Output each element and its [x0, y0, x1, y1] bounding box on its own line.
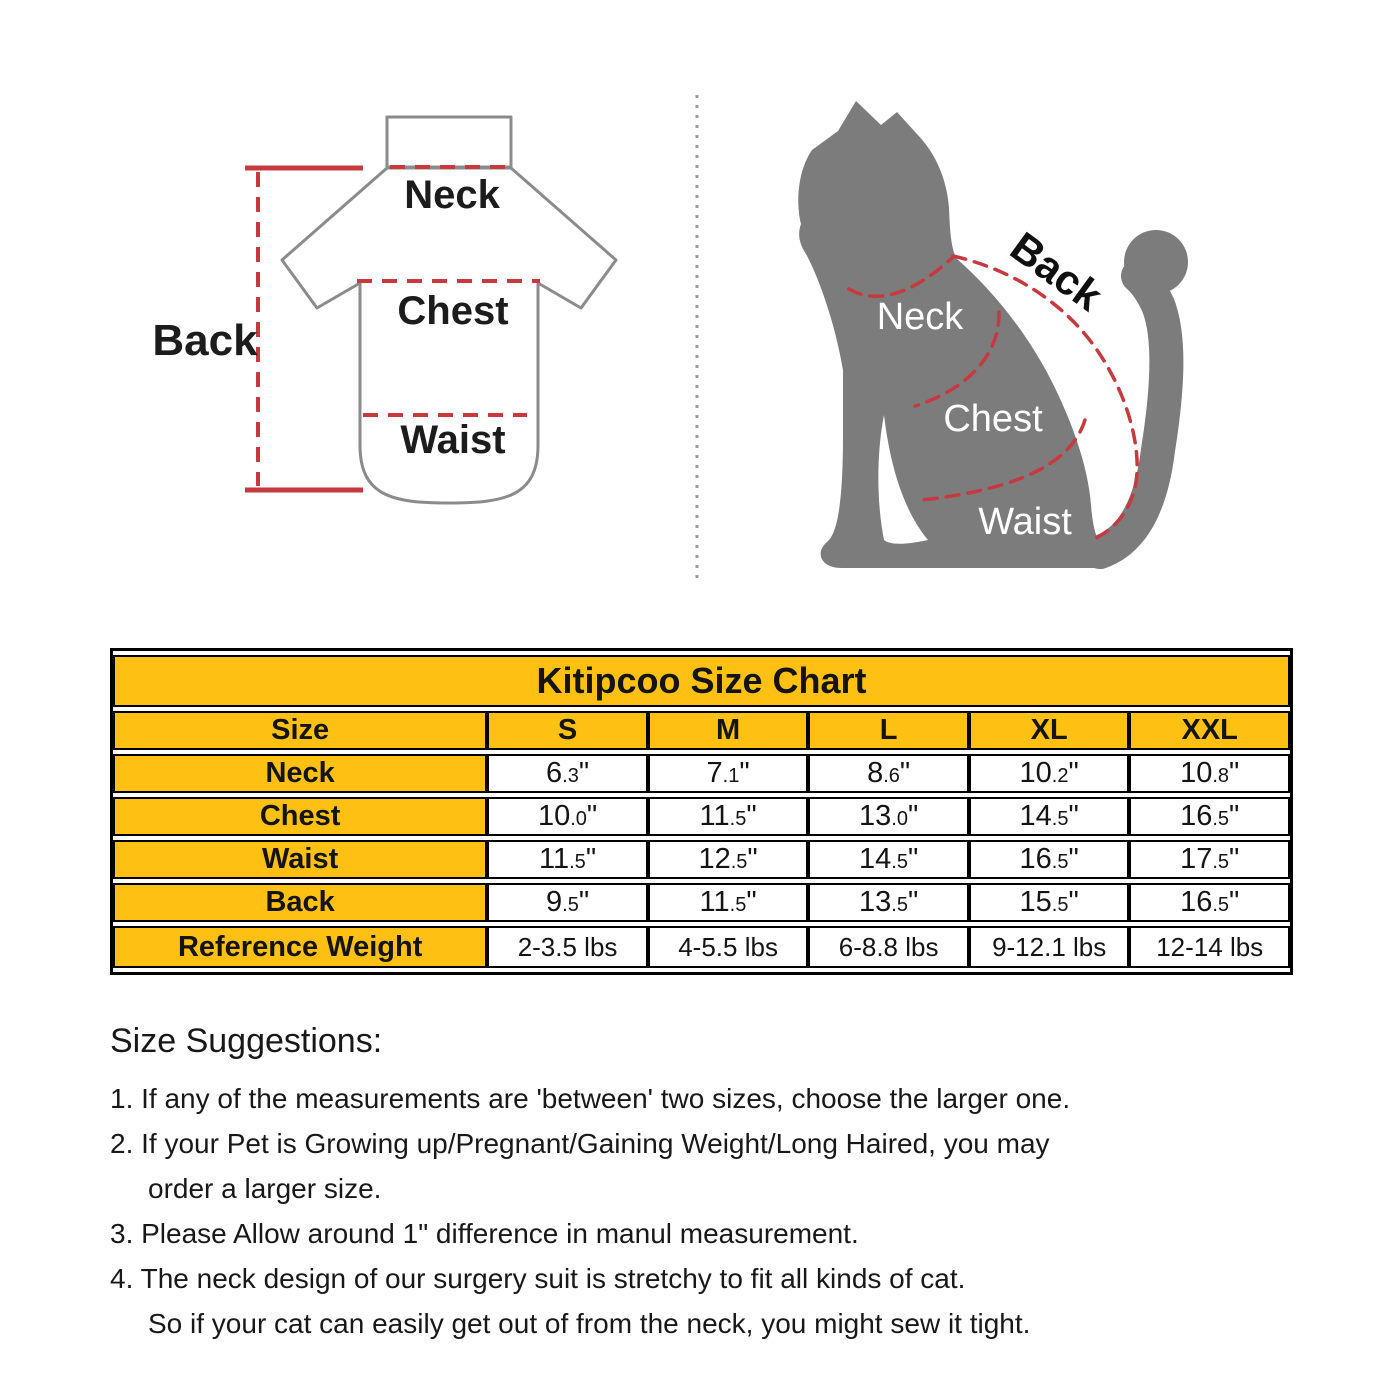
table-cell: 17.5": [1129, 840, 1290, 879]
table-cell: 8.6": [808, 754, 969, 793]
suggestion-line: So if your cat can easily get out of from the neck, you might sew it tight.: [148, 1308, 1031, 1339]
garment-neck-opening: [387, 117, 511, 167]
table-cell: 7.1": [648, 754, 809, 793]
suggestion-line: 2. If your Pet is Growing up/Pregnant/Gaining Weight/Long Haired, you may: [110, 1128, 1050, 1159]
table-cell: 10.2": [969, 754, 1130, 793]
table-row: [113, 883, 1290, 922]
suggestion-line: 3. Please Allow around 1" difference in manul measurement.: [110, 1218, 859, 1249]
table-cell: 11.5": [648, 797, 809, 836]
row-label-cell: Back: [113, 883, 487, 922]
size-suggestions: [110, 1022, 1300, 1346]
cat-neck-label: Neck: [876, 296, 964, 338]
table-cell: 14.5": [969, 797, 1130, 836]
table-cell: 6-8.8 lbs: [808, 926, 969, 968]
measurement-diagrams: [0, 0, 1400, 630]
suggestion-line: 1. If any of the measurements are 'between' two sizes, choose the larger one.: [110, 1083, 1071, 1114]
table-row: [113, 754, 1290, 793]
table-cell: 16.5": [969, 840, 1130, 879]
table-cell: 10.8": [1129, 754, 1290, 793]
size-table-body: [113, 655, 1290, 968]
size-chart-table: [113, 651, 1290, 972]
garment-diagram: [282, 117, 616, 503]
table-cell: 11.5": [487, 840, 648, 879]
cat-tail: [1100, 276, 1166, 552]
column-header: S: [487, 711, 648, 750]
table-cell: 6.3": [487, 754, 648, 793]
size-chart-table-wrap: [110, 648, 1293, 975]
table-title-row: [113, 655, 1290, 707]
table-cell: 15.5": [969, 883, 1130, 922]
cat-waist-label: Waist: [978, 501, 1072, 543]
table-header-row: [113, 711, 1290, 750]
cat-back-label: Back: [1002, 222, 1111, 320]
table-row: [113, 926, 1290, 968]
garment-chest-label: Chest: [397, 289, 509, 333]
row-label-cell: Neck: [113, 754, 487, 793]
cat-tail-tip: [1124, 230, 1188, 294]
table-row: [113, 797, 1290, 836]
table-cell: 9.5": [487, 883, 648, 922]
column-header: L: [808, 711, 969, 750]
table-cell: 16.5": [1129, 883, 1290, 922]
table-cell: 13.0": [808, 797, 969, 836]
cat-diagram: [798, 101, 1188, 568]
garment-waist-label: Waist: [400, 418, 506, 462]
table-cell: 11.5": [648, 883, 809, 922]
table-title: Kitipcoo Size Chart: [113, 655, 1290, 707]
table-cell: 14.5": [808, 840, 969, 879]
suggestion-line: order a larger size.: [148, 1173, 382, 1204]
row-label-cell: Waist: [113, 840, 487, 879]
table-cell: 12-14 lbs: [1129, 926, 1290, 968]
table-cell: 2-3.5 lbs: [487, 926, 648, 968]
size-suggestions-list: [110, 1076, 1300, 1346]
column-header: Size: [113, 711, 487, 750]
table-cell: 10.0": [487, 797, 648, 836]
table-cell: 4-5.5 lbs: [648, 926, 809, 968]
row-label-cell: Chest: [113, 797, 487, 836]
table-row: [113, 840, 1290, 879]
table-cell: 12.5": [648, 840, 809, 879]
cat-chest-label: Chest: [943, 398, 1043, 440]
column-header: M: [648, 711, 809, 750]
column-header: XXL: [1129, 711, 1290, 750]
garment-neck-label: Neck: [404, 173, 500, 217]
suggestion-line: 4. The neck design of our surgery suit is stretchy to fit all kinds of cat.: [110, 1263, 966, 1294]
table-cell: 9-12.1 lbs: [969, 926, 1130, 968]
size-suggestions-heading: Size Suggestions:: [110, 1022, 383, 1060]
garment-back-label: Back: [152, 316, 258, 365]
table-cell: 13.5": [808, 883, 969, 922]
table-cell: 16.5": [1129, 797, 1290, 836]
row-label-cell: Reference Weight: [113, 926, 487, 968]
column-header: XL: [969, 711, 1130, 750]
